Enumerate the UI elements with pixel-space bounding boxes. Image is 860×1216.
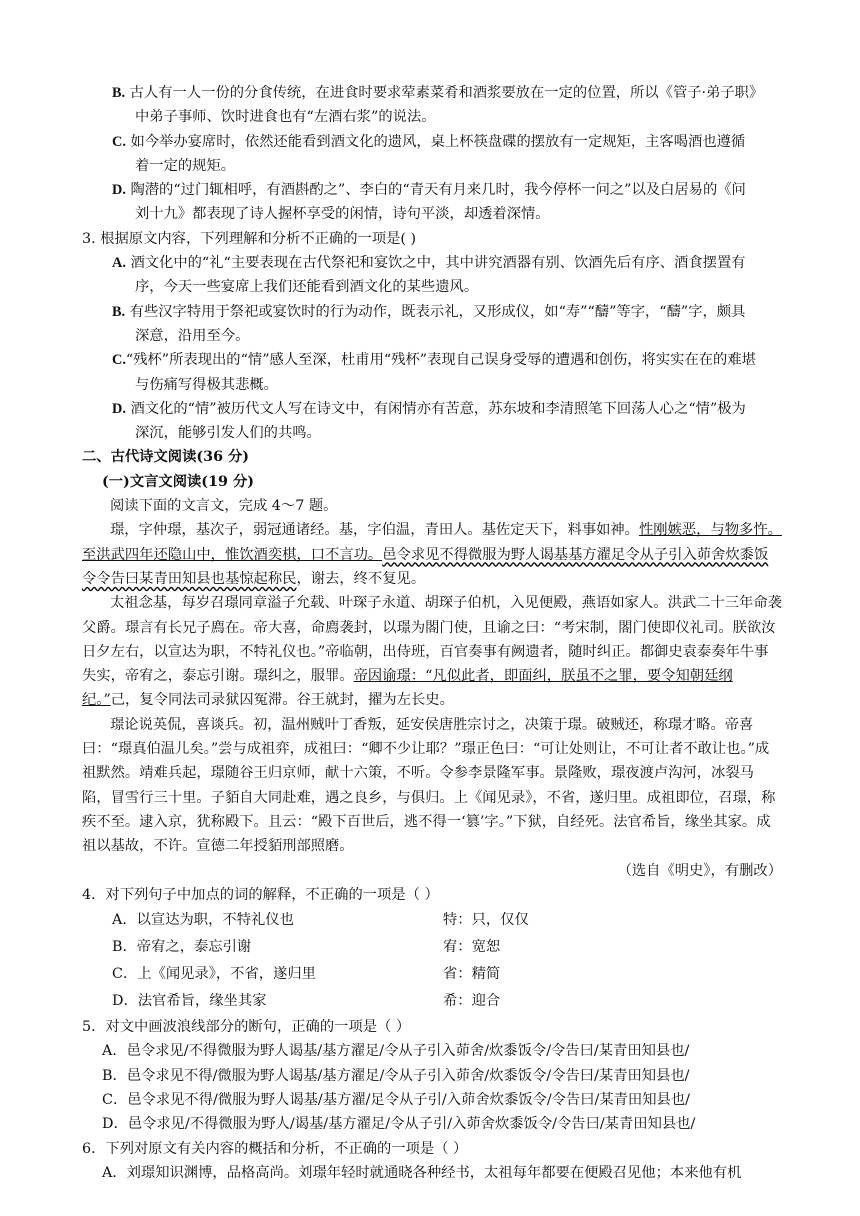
underlined-sentence-2: 帝因谕璟：“凡似此者，即面纠，朕虽不之罪，要令知朝廷纲纪。” [82,668,733,709]
q3-option-a-cont: 序，今天一些宴席上我们还能看到酒文化的某些遗风。 [135,279,479,296]
q2-option-b: B. 古人有一人一份的分食传统，在进食时要求荤素菜肴和酒浆要放在一定的位置，所以《管子·弟子职》 [112,85,764,101]
q3-option-d: D. 酒文化的“情”被历代文人写在诗文中，有闲情亦有苦意，苏东坡和李清照笔下回荡人心之“情”极为 [112,400,746,417]
q2-options [0,81,860,227]
subsection-title: (一)文言文阅读(19 分) [102,473,255,490]
q3-option-d-cont: 深沉，能够引发人们的共鸣。 [135,425,321,442]
passage-paragraph-1: 璟，字仲璟，基次子，弱冠通诸经。基，字伯温，青田人。基佐定天下，料事如神。性刚嫉恶，与物多忤。至洪武四年还隐山中，惟饮酒奕棋，口不言功。邑令求见不得微服为野人谒基基方濯足令从子引入茆舍炊黍饭令令告曰某青田知县也基惊起称民，谢去，终不复见。 [82,522,782,587]
q4-option-d: D．法官希旨，缘坐其家 希：迎合 [112,993,501,1010]
q5-option-b: B．邑令求见不得/微服为野人谒基/基方濯足/令从子引入茆舍/炊黍饭令/令告曰/某青田知县也/ [102,1067,690,1084]
underlined-sentence: 性刚嫉恶，与物多忤。至洪武四年还隐山中，惟饮酒奕棋，口不言功。 [82,522,782,563]
section-title: 二、古代诗文阅读(36 分) [82,449,250,466]
passage-paragraph-3: 璟论说英侃，喜谈兵。初，温州贼叶丁香叛，延安侯唐胜宗讨之，决策于璟。破贼还，称璟才略。帝喜曰：“璟真伯温儿矣。”尝与成祖弈，成祖曰：“卿不少让耶？”璟正色曰：“可让处则让，不可让者不敢让也。”成祖默然。靖难兵起，璟随谷王归京师，献十六策，不听。令参李景隆军事。景隆败，璟夜渡卢沟河，冰裂马陷，冒雪行三十里。子貊自大同赴难，遇之良乡，与俱归。上《闻见录》，不省，遂归里。成祖即位，召璟，称疾不至。逮入京，犹称殿下。且云：“殿下百世后，逃不得一‘篡’字。”下狱，自经死。法官希旨，缘坐其家。成祖以基故，不许。宣德二年授貊刑部照磨。 [82,716,776,855]
q5-stem: 5．对文中画波浪线部分的断句，正确的一项是（ ） [82,1019,411,1036]
q5-option-c: C．邑令求见不得/微服为野人谒基/基方濯/足令从子引/入茆舍炊黍饭令/令告曰/某青田知县也/ [102,1091,690,1108]
q2-option-d-cont: 刘十九》都表现了诗人握杯享受的闲情，诗句平淡，却透着深情。 [135,206,550,223]
q3-option-a: A. 酒文化中的“礼“主要表现在古代祭祀和宴饮之中，其中讲究酒器有别、饮酒先后有序、酒食摆置有 [112,255,746,272]
q4-option-a: A．以宣达为职，不特礼仪也 特：只，仅仅 [112,912,529,929]
q5-option-a: A．邑令求见/不得微服为野人谒基/基方濯足/令从子引入茆舍/炊黍饭令/令告曰/某青田知县也/ [102,1043,690,1060]
passage-paragraph-2: 太祖念基，每岁召璟同章溢子允载、叶琛子永道、胡琛子伯机，入见便殿，燕语如家人。洪武二十三年命袭父爵。璟言有长兄子廌在。帝大喜，命廌袭封，以璟为閤门使，且谕之曰：“考宋制，閤门使即仪礼司。朕欲汝日夕左右，以宣达为职，不特礼仪也。”帝临朝，出侍班，百官奏事有阙遗者，随时纠正。都御史袁泰奏年牛事失实，帝宥之，泰忘引谢。璟纠之，服罪。帝因谕璟：“凡似此者，即面纠，朕虽不之罪，要令知朝廷纲纪。”己，复令同法司录狱囚冤滞。谷王就封，擢为左长史。 [82,595,782,709]
q6-option-a: A．刘璟知识渊博，品格高尚。刘璟年轻时就通晓各种经书，太祖每年都要在便殿召见他；本来他有机 [102,1164,742,1181]
q4-stem: 4．对下列句子中加点的词的解释，不正确的一项是（ ） [82,886,439,903]
q4-option-b: B．帝宥之，泰忘引谢 宥：宽恕 [112,939,501,956]
passage-source: （选自《明史》，有删改） [617,862,782,879]
q2-option-c-cont: 着一定的规矩。 [135,157,236,174]
q2-option-c: C. 如今举办宴席时，依然还能看到酒文化的遗风，桌上杯筷盘碟的摆放有一定规矩，主客喝酒也遵循 [112,133,746,150]
q6-stem: 6．下列对原文有关内容的概括和分析，不正确的一项是（ ） [82,1140,468,1157]
q3-stem: 3. 根据原文内容，下列理解和分析不正确的一项是( ) [82,230,417,247]
q4-option-c: C．上《闻见录》，不省，遂归里 省：精简 [112,966,501,983]
q3-option-b: B. 有些汉字特用于祭祀或宴饮时的行为动作，既表示礼，又形成仪，如“寿”“醻”等字，“醻”字，颇具 [112,303,746,320]
q2-option-b-cont: 中弟子事师、饮时进食也有“左酒右浆”的说法。 [135,109,436,126]
wavy-underlined-sentence: 邑令求见不得微服为野人谒基基方濯足令从子引入茆舍炊黍饭令令告曰某青田知县也基惊起称民 [82,546,769,587]
reading-instruction: 阅读下面的文言文，完成 4～7 题。 [110,498,338,515]
q3-option-c-cont: 与伤痛写得极其悲概。 [135,376,278,393]
q3-option-c: C.“残杯”所表现出的“情”感人至深，杜甫用“残杯”表现自己误身受辱的遭遇和创伤，将实实在在的难堪 [112,352,756,369]
q2-option-d: D. 陶潜的“过门辄相呼，有酒斟酌之”、李白的“青天有月来几时，我今停杯一问之”以及白居易的《问 [112,182,746,199]
q3-option-b-cont: 深意，沿用至今。 [135,327,250,344]
q5-option-d: D．邑令求见/不得微服为野人/谒基/基方濯足/令从子引/入茆舍炊黍饭令/令告曰/某青田知县也/ [102,1116,696,1133]
